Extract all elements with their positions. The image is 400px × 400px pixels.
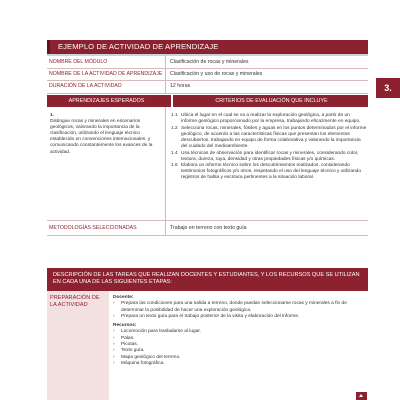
learning-text: Distingue rocas y minerales en escenarios geológicos, valorando la importancia de la clasificación, utilizando el lenguaje técnico establecido en convenciones internacionales, y comunicando constantemente los avances de la actividad.	[50, 119, 153, 155]
criterion-text: Selecciona rocas, minerales, fósiles y aguas en los puntos determinados por el informe geológico, de acuerdo a las características físicas que presentan los elementos descubiertos, trabajando en equipo de forma colaborativa y valorando la importancia del cuidado del medioambiente.	[181, 125, 367, 149]
docente-label: Docente:	[113, 295, 134, 300]
methodology-value: Trabajo en terreno con texto guía	[170, 225, 247, 231]
preparation-content	[113, 295, 365, 367]
learning-header: APRENDIZAJES ESPERADOS	[68, 98, 145, 104]
table-header	[47, 95, 368, 107]
activity-name-value: Clasificación y uso de rocas y minerales	[170, 71, 263, 77]
chevron-right-icon: ›	[113, 348, 115, 354]
criterion-item	[171, 151, 367, 163]
top-divider	[0, 22, 400, 26]
preparation-section	[47, 291, 368, 400]
arrow-up-icon[interactable]	[356, 392, 367, 400]
chevron-right-icon: ›	[113, 360, 115, 366]
list-item	[113, 314, 365, 320]
list-item-text: Texto guía.	[121, 348, 145, 354]
chevron-right-icon: ›	[113, 335, 115, 341]
module-name-label: NOMBRE DEL MÓDULO	[47, 56, 166, 68]
duration-label: DURACIÓN DE LA ACTIVIDAD	[47, 80, 166, 93]
learning-number: 1.	[50, 113, 55, 118]
list-item	[113, 361, 365, 367]
methodology-label: METODOLOGÍAS SELECCIONADAS	[47, 220, 166, 235]
criterion-text: Ubica el lugar en el cual se va a realizar la exploración geológica, a partir de un informe geológico proporcionado por la empresa, trabajando eficazmente en equipo.	[181, 113, 361, 125]
criteria-header: CRITERIOS DE EVALUACIÓN QUE INCLUYE	[171, 95, 370, 107]
list-item-text: Picotas.	[121, 342, 139, 348]
list-item-text: Prepara las condiciones para una salida a terreno, donde puedan seleccionarse rocas y minerales a fin de determinar la posibilidad de hacer una exploración geológica.	[121, 301, 347, 313]
criterion-number: 1.6	[171, 163, 178, 169]
list-item-text: Palas.	[121, 335, 135, 341]
activity-name-label: NOMBRE DE LA ACTIVIDAD DE APRENDIZAJE	[47, 68, 166, 80]
duration-value: 12 horas	[170, 83, 191, 89]
criterion-item	[171, 163, 367, 181]
chevron-right-icon: ›	[113, 342, 115, 348]
chevron-right-icon: ›	[113, 313, 115, 319]
learning-cell	[47, 107, 166, 220]
resources-label: Recursos:	[113, 323, 137, 329]
criterion-text: Elabora un informe técnico sobre los descubrimientos realizados, considerando testimonios fotográficos y/o otros, respetando el uso del lenguaje técnico y utilizando registros de habla y escritura pertinentes a la situación laboral.	[181, 163, 361, 181]
chevron-right-icon: ›	[113, 301, 115, 307]
row-methodology	[47, 220, 368, 236]
criterion-number: 1.2	[171, 125, 178, 131]
chevron-right-icon: ›	[113, 329, 115, 335]
chevron-right-icon: ›	[113, 354, 115, 360]
row-duration	[47, 80, 368, 94]
list-item	[113, 301, 365, 314]
list-item-text: Prepara un texto guía para el trabajo posterior de la visita y elaboración del informe.	[121, 313, 300, 319]
criterion-item	[171, 126, 367, 150]
criterion-number: 1.1	[171, 113, 178, 118]
preparation-label: PREPARACIÓN DE LA ACTIVIDAD	[47, 291, 109, 400]
learning-criteria-body	[47, 107, 368, 221]
criterion-item	[171, 113, 367, 125]
description-banner: DESCRIPCIÓN DE LAS TAREAS QUE REALIZAN DOCENTES Y ESTUDIANTES, Y LOS RECURSOS QUE SE UTILIZAN EN CADA UNA DE LAS SIGUIENTES ETAPAS:	[47, 268, 368, 291]
criterion-text: Usa técnicas de observación para identificar rocas y minerales, considerando color, textura, dureza, raya, densidad y otras propiedades físicas y/o químicas.	[181, 150, 359, 162]
section-header: EJEMPLO DE ACTIVIDAD DE APRENDIZAJE	[47, 40, 368, 54]
list-item-text: Locomoción para trasladarse al lugar.	[121, 329, 201, 335]
page-number-tab: 3.	[376, 78, 400, 98]
criterion-number: 1.4	[171, 150, 178, 156]
module-name-value: Clasificación de rocas y minerales	[170, 59, 249, 65]
criteria-list	[171, 113, 367, 182]
list-item-text: Máquina fotográfica.	[121, 360, 165, 366]
list-item-text: Mapa geológico del terreno.	[121, 354, 181, 360]
